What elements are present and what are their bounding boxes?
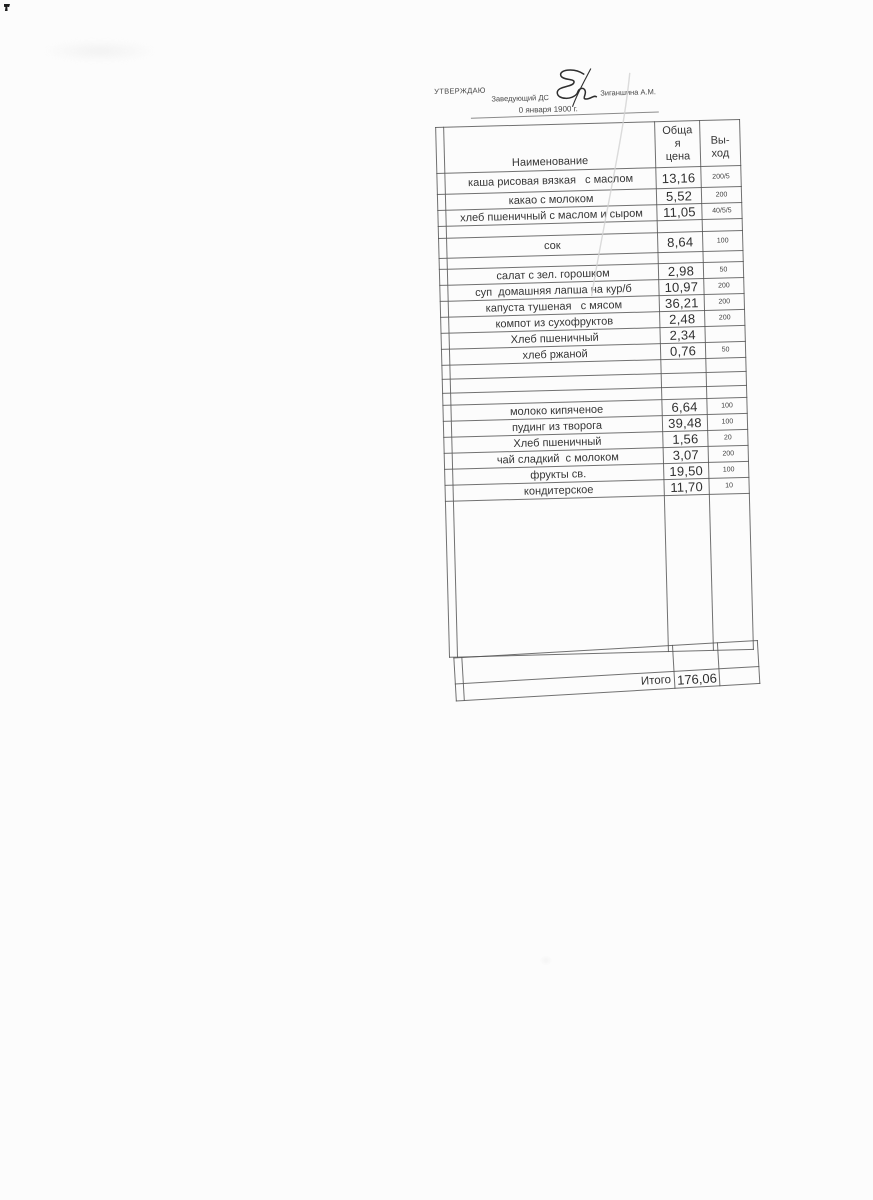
price-cell bbox=[661, 358, 706, 373]
menu-table bbox=[435, 119, 754, 658]
output-cell: 200 bbox=[704, 277, 744, 294]
item-name-cell: компот из сухофруктов bbox=[449, 312, 660, 334]
price-cell: 11,05 bbox=[657, 204, 702, 221]
price-cell: 8,64 bbox=[657, 232, 703, 253]
role-label: Заведующий ДС bbox=[491, 92, 550, 104]
approve-label: УТВЕРЖДАЮ bbox=[434, 85, 486, 96]
price-cell: 5,52 bbox=[656, 188, 701, 205]
total-label: Итого bbox=[463, 671, 675, 700]
price-cell: 1,56 bbox=[663, 430, 708, 447]
item-name-cell: суп домашняя лапша на кур/б bbox=[448, 280, 659, 302]
price-cell: 13,16 bbox=[656, 167, 702, 189]
item-name-cell: хлеб ржаной bbox=[449, 344, 660, 366]
scan-corner-artifact bbox=[4, 4, 10, 11]
name-column-header: Наименование bbox=[444, 122, 656, 174]
blank-section-row bbox=[445, 493, 753, 657]
item-name-cell: молоко кипяченое bbox=[451, 400, 662, 422]
item-name-cell: хлеб пшеничный с маслом и сыром bbox=[446, 205, 657, 227]
item-name-cell bbox=[453, 496, 668, 657]
item-name-cell: Хлеб пшеничный bbox=[449, 328, 660, 350]
scan-faint-dot bbox=[540, 956, 552, 965]
output-cell bbox=[707, 385, 747, 398]
output-cell: 200 bbox=[708, 445, 748, 462]
output-cell: 10 bbox=[709, 477, 749, 494]
output-cell: 40/5/5 bbox=[702, 202, 742, 219]
output-cell: 200 bbox=[701, 186, 741, 203]
output-cell: 20 bbox=[708, 429, 748, 446]
price-cell: 2,98 bbox=[658, 263, 703, 280]
output-cell: 50 bbox=[705, 341, 745, 358]
item-name-cell: каша рисовая вязкая с маслом bbox=[445, 168, 656, 195]
item-name-cell: чай сладкий с молоком bbox=[452, 448, 663, 470]
output-cell bbox=[719, 666, 760, 685]
price-cell: 0,76 bbox=[660, 342, 705, 359]
price-cell: 39,48 bbox=[662, 414, 707, 431]
price-cell: 2,48 bbox=[660, 310, 705, 327]
date-text: 0 января 1900 г. bbox=[518, 104, 578, 115]
price-cell bbox=[672, 643, 718, 672]
item-name-cell: фрукты св. bbox=[453, 464, 664, 486]
price-cell: 3,07 bbox=[663, 446, 708, 463]
output-cell: 200 bbox=[704, 293, 744, 310]
price-cell: 19,50 bbox=[664, 462, 709, 479]
price-cell: 11,70 bbox=[664, 478, 709, 495]
total-value: 176,06 bbox=[674, 669, 720, 689]
approval-block bbox=[434, 76, 739, 127]
price-column-header: Обща я цена bbox=[655, 121, 701, 168]
price-cell bbox=[664, 494, 713, 651]
output-cell: 100 bbox=[707, 413, 747, 430]
output-cell bbox=[706, 371, 746, 386]
output-column-header: Вы- ход bbox=[700, 120, 741, 167]
output-cell bbox=[702, 218, 742, 231]
output-cell bbox=[705, 325, 745, 342]
item-name-cell: капуста тушеная с мясом bbox=[448, 296, 659, 318]
price-cell: 2,34 bbox=[660, 326, 705, 343]
output-cell: 100 bbox=[707, 397, 747, 414]
output-cell bbox=[706, 357, 746, 372]
output-cell: 50 bbox=[703, 261, 743, 278]
price-cell bbox=[661, 372, 706, 387]
price-cell: 10,97 bbox=[659, 279, 704, 296]
item-name-cell: салат с зел. горошком bbox=[447, 264, 658, 286]
item-name-cell: кондитерское bbox=[453, 480, 664, 502]
output-cell bbox=[717, 641, 758, 669]
signer-name: Зиганшина А.М. bbox=[600, 87, 657, 98]
output-cell: 100 bbox=[709, 461, 749, 478]
item-name-cell: какао с молоком bbox=[445, 189, 656, 211]
output-cell: 200/5 bbox=[701, 165, 742, 187]
item-name-cell: сок bbox=[447, 233, 658, 259]
output-cell: 200 bbox=[705, 309, 745, 326]
table-header-row bbox=[436, 120, 741, 174]
output-cell bbox=[709, 493, 753, 650]
price-cell: 6,64 bbox=[662, 398, 707, 415]
output-cell: 100 bbox=[702, 230, 743, 251]
scan-smudge bbox=[42, 40, 157, 62]
item-name-cell: пудинг из творога bbox=[451, 416, 662, 438]
item-name-cell: Хлеб пшеничный bbox=[452, 432, 663, 454]
menu-document bbox=[434, 76, 754, 702]
price-cell: 36,21 bbox=[659, 295, 704, 312]
